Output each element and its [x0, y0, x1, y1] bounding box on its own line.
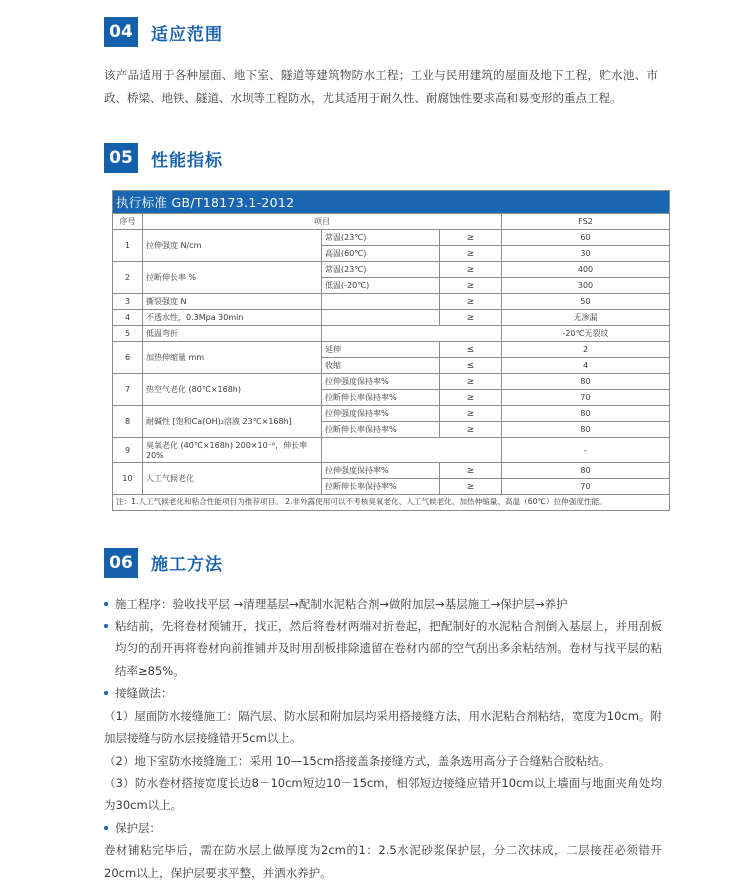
table-row — [113, 406, 670, 422]
spec-table — [112, 190, 670, 511]
column-header-value: FS2 — [502, 214, 670, 230]
cell-operator: ≥ — [440, 374, 502, 390]
section-header-scope — [0, 14, 750, 50]
table-row — [113, 294, 670, 310]
cell-no: 7 — [113, 374, 143, 406]
cell-operator: ≥ — [440, 422, 502, 438]
cell-sub — [322, 294, 440, 310]
table-row — [113, 374, 670, 390]
table-row — [113, 310, 670, 326]
table-row — [113, 438, 670, 463]
cell-sub: 拉伸强度保持率% — [322, 463, 440, 479]
method-bullet-item: 接缝做法： — [104, 682, 662, 704]
cell-no: 9 — [113, 438, 143, 463]
cell-operator: ≥ — [440, 294, 502, 310]
section-number-badge-04: 04 — [104, 17, 138, 47]
cell-sub: 低温(-20℃) — [322, 278, 440, 294]
cell-sub: 拉伸强度保持率% — [322, 406, 440, 422]
method-sub-item: （2）地下室防水接缝施工：采用 10—15cm搭接盖条接缝方式，盖条选用高分子合缝粘合胶粘结。 — [104, 753, 611, 768]
table-row — [113, 262, 670, 278]
table-header-row — [113, 214, 670, 230]
cell-value: 无渗漏 — [502, 310, 670, 326]
scope-paragraph: 该产品适用于各种屋面、地下室、隧道等建筑物防水工程；工业与民用建筑的屋面及地下工程，贮水池、市政、桥梁、地铁、隧道、水坝等工程防水，尤其适用于耐久性、耐腐蚀性要求高和易变形的重点工程。 — [104, 68, 658, 105]
section-header-performance — [0, 140, 750, 176]
cell-operator: ≥ — [440, 262, 502, 278]
cell-no: 5 — [113, 326, 143, 342]
cell-value: 4 — [502, 358, 670, 374]
cell-sub: 拉伸强度保持率% — [322, 374, 440, 390]
section-title-scope: 适应范围 — [151, 24, 223, 45]
cell-item: 加热伸缩量 mm — [143, 342, 322, 374]
cell-value: -20℃无裂纹 — [502, 326, 670, 342]
cell-value: 2 — [502, 342, 670, 358]
cell-sub — [322, 310, 440, 326]
cell-value: 300 — [502, 278, 670, 294]
cell-operator: ≥ — [440, 406, 502, 422]
cell-item: 热空气老化 (80℃×168h) — [143, 374, 322, 406]
cell-no: 10 — [113, 463, 143, 495]
standard-bar-label: 执行标准 GB/T18173.1-2012 — [113, 191, 670, 214]
cell-value: 80 — [502, 463, 670, 479]
cell-no: 1 — [113, 230, 143, 262]
cell-item: 低温弯折 — [143, 326, 322, 342]
cell-value: 30 — [502, 246, 670, 262]
table-row — [113, 326, 670, 342]
cell-operator: ≥ — [440, 246, 502, 262]
method-bullet-item: 施工程序：验收找平层 →清理基层→配制水泥粘合剂→做附加层→基层施工→保护层→养护 — [104, 593, 662, 615]
cell-sub-empty — [322, 326, 502, 342]
table-standard-bar-row — [113, 191, 670, 214]
method-bullet-item: 保护层： — [104, 817, 662, 839]
cell-sub: 拉断伸长率保持率% — [322, 479, 440, 495]
table-row — [113, 342, 670, 358]
cell-sub: 常温(23℃) — [322, 262, 440, 278]
spec-table-wrapper — [0, 190, 750, 511]
construction-method-list — [0, 593, 750, 884]
method-sub-item: （1）屋面防水接缝施工：隔汽层、防水层和附加层均采用搭接缝方法，用水泥粘合剂粘结，宽度为10cm。附加层接缝与防水层接缝错开5cm以上。 — [104, 708, 662, 746]
section-title-construction: 施工方法 — [151, 555, 223, 576]
cell-item: 不透水性，0.3Mpa 30min — [143, 310, 322, 326]
cell-sub: 延伸 — [322, 342, 440, 358]
cell-operator: ≥ — [440, 310, 502, 326]
cell-value: 400 — [502, 262, 670, 278]
table-row — [113, 230, 670, 246]
column-header-no: 序号 — [113, 214, 143, 230]
cell-operator: ≥ — [440, 479, 502, 495]
table-row — [113, 463, 670, 479]
method-bullet-item: 粘结前，先将卷材预铺开，找正，然后将卷材两端对折卷起，把配制好的水泥粘合剂倒入基层上，并用刮板均匀的刮开再将卷材向前推铺并及时用刮板排除遗留在卷材内部的空气刮出多余粘结剂。卷材与找平层的粘结率≥85%。 — [104, 615, 662, 682]
cell-item: 撕裂强度 N — [143, 294, 322, 310]
method-sub-item: 卷材铺粘完毕后，需在防水层上做厚度为2cm的1：2.5水泥砂浆保护层，分二次抹成，二层接茬必须错开20cm以上，保护层要求平整，并洒水养护。 — [104, 843, 662, 880]
cell-operator: ≥ — [440, 230, 502, 246]
cell-value: 80 — [502, 406, 670, 422]
cell-operator: ≥ — [440, 390, 502, 406]
cell-sub: 高温(60℃) — [322, 246, 440, 262]
cell-sub: 拉断伸长率保持率% — [322, 422, 440, 438]
cell-value: 80 — [502, 422, 670, 438]
cell-no: 3 — [113, 294, 143, 310]
cell-item: 拉伸强度 N/cm — [143, 230, 322, 262]
section-number-badge-06: 06 — [104, 548, 138, 578]
cell-sub: 常温(23℃) — [322, 230, 440, 246]
cell-item: 人工气候老化 — [143, 463, 322, 495]
cell-item: 臭氧老化 (40℃×168h) 200×10⁻⁶，伸长率20% — [143, 438, 322, 463]
cell-operator: ≥ — [440, 463, 502, 479]
cell-value: 70 — [502, 390, 670, 406]
section-number-badge-05: 05 — [104, 143, 138, 173]
section-title-performance: 性能指标 — [151, 150, 223, 171]
cell-no: 4 — [113, 310, 143, 326]
table-note: 注：1.人工气候老化和粘合性能项目为推荐项目。 2.非外露使用可以不考核臭氧老化、人工气候老化、加热伸缩量、高温（60℃）拉伸强度性能。 — [113, 495, 670, 511]
cell-operator: ≤ — [440, 342, 502, 358]
method-sub-item: （3）防水卷材搭接宽度长边8－10cm短边10－15cm，相邻短边接缝应错开10cm以上墙面与地面夹角处均为30cm以上。 — [104, 776, 662, 813]
cell-no: 6 — [113, 342, 143, 374]
cell-item: 耐碱性 [饱和Ca(OH)₂溶液 23℃×168h] — [143, 406, 322, 438]
cell-value: 80 — [502, 374, 670, 390]
cell-item: 拉断伸长率 % — [143, 262, 322, 294]
cell-no: 8 — [113, 406, 143, 438]
section-header-construction — [0, 545, 750, 581]
table-note-row — [113, 495, 670, 511]
column-header-item: 项目 — [143, 214, 502, 230]
cell-no: 2 — [113, 262, 143, 294]
cell-operator: ≤ — [440, 358, 502, 374]
cell-value: 50 — [502, 294, 670, 310]
cell-sub: 拉断伸长率保持率% — [322, 390, 440, 406]
cell-value: 70 — [502, 479, 670, 495]
cell-operator: ≥ — [440, 278, 502, 294]
cell-value: 60 — [502, 230, 670, 246]
cell-value: - — [502, 438, 670, 463]
cell-sub: 收缩 — [322, 358, 440, 374]
cell-sub-empty — [322, 438, 502, 463]
